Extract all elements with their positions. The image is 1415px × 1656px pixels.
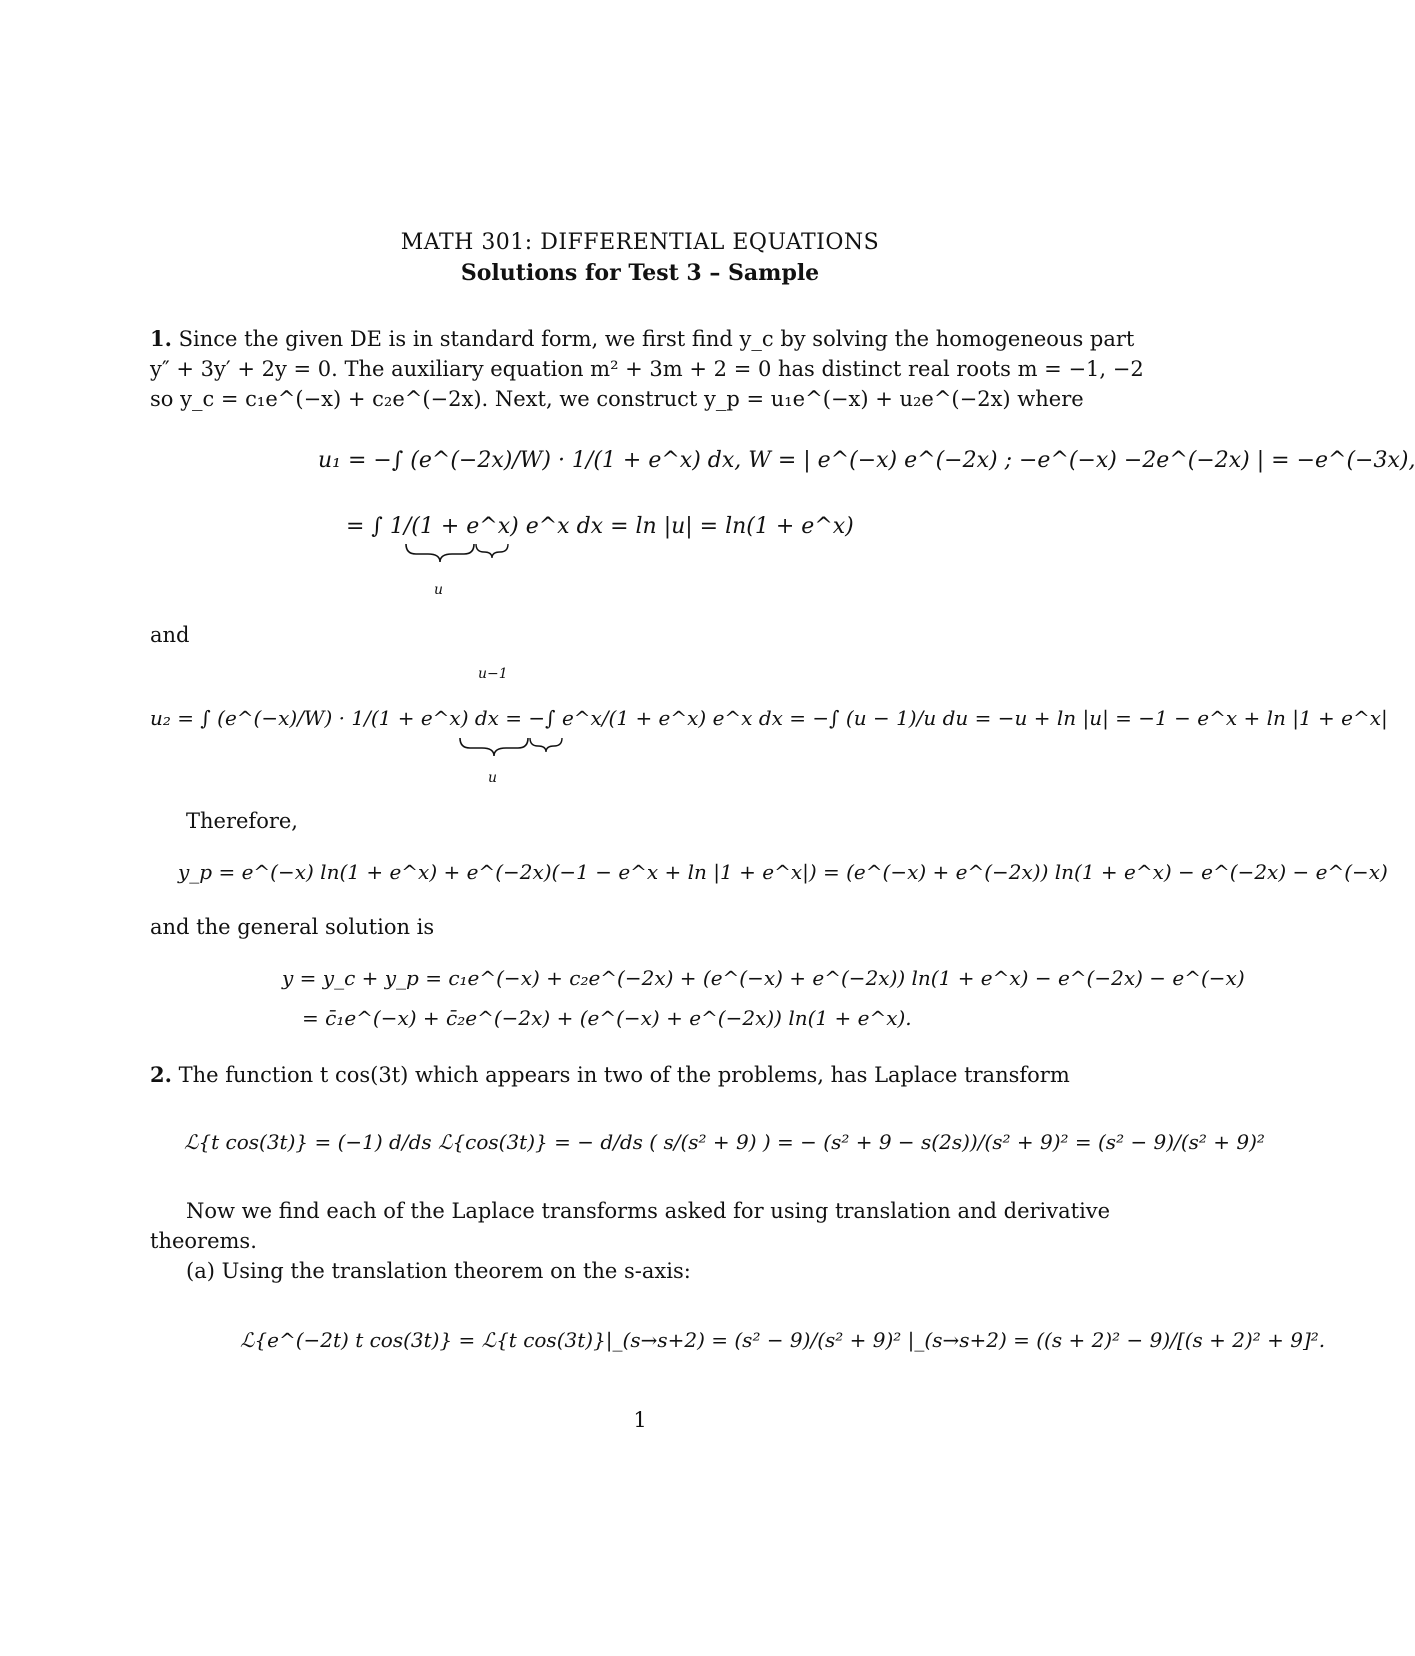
u1-underbrace (404, 540, 514, 590)
page-number: 1 (633, 1408, 647, 1432)
problem-2-now-line-1: Now we find each of the Laplace transforms asked for using translation and derivative (186, 1199, 1111, 1223)
problem-1-intro-line-3: so y_c = c₁e^(−x) + c₂e^(−2x). Next, we construct y_p = u₁e^(−x) + u₂e^(−2x) where (150, 387, 1084, 411)
u2-equation: u₂ = ∫ (e^(−x)/W) · 1/(1 + e^x) dx = −∫ e^x/(1 + e^x) e^x dx = −∫ (u − 1)/u du = −u + ln |u| = −1 − e^x + ln |1 + e^x| (150, 706, 1388, 730)
problem-2-intro (150, 1060, 1070, 1090)
u1-brace-label: u (434, 582, 444, 598)
general-solution-label: and the general solution is (150, 915, 435, 939)
yp-equation: y_p = e^(−x) ln(1 + e^x) + e^(−2x)(−1 − e^x + ln |1 + e^x|) = (e^(−x) + e^(−2x)) ln(1 + e^x) − e^(−2x) − e^(−x) (178, 860, 1388, 884)
problem-2-now-line-2: theorems. (150, 1229, 257, 1253)
problem-1-intro-line-1 (150, 324, 1134, 354)
translation-equation: ℒ{e^(−2t) t cos(3t)} = ℒ{t cos(3t)}|_(s→s+2) = (s² − 9)/(s² + 9)² |_(s→s+2) = ((s + 2)² − 9)/[(s + 2)² + 9]². (240, 1328, 1326, 1352)
general-solution-line-1: y = y_c + y_p = c₁e^(−x) + c₂e^(−2x) + (e^(−x) + e^(−2x)) ln(1 + e^x) − e^(−2x) − e^(−x) (282, 966, 1245, 990)
course-title: MATH 301: DIFFERENTIAL EQUATIONS (400, 230, 880, 255)
problem-2-number: 2. (150, 1062, 172, 1087)
u2-box-label: u−1 (478, 666, 508, 682)
problem-1-intro-line-2: y″ + 3y′ + 2y = 0. The auxiliary equation m² + 3m + 2 = 0 has distinct real roots m = −1, −2 (150, 357, 1144, 381)
u2-underbrace (458, 734, 568, 780)
problem-2-intro-text: The function t cos(3t) which appears in two of the problems, has Laplace transform (178, 1063, 1070, 1087)
u1-equation-line-2: = ∫ 1/(1 + e^x) e^x dx = ln |u| = ln(1 + e^x) (346, 514, 854, 539)
problem-2-part-a: (a) Using the translation theorem on the s-axis: (186, 1259, 691, 1283)
laplace-transform-equation: ℒ{t cos(3t)} = (−1) d/ds ℒ{cos(3t)} = − d/ds ( s/(s² + 9) ) = − (s² + 9 − s(2s))/(s² + 9)² = (s² − 9)/(s² + 9)² (184, 1130, 1265, 1154)
problem-1-intro-text: Since the given DE is in standard form, we first find y_c by solving the homogeneous part (178, 327, 1135, 351)
and-label: and (150, 623, 190, 647)
problem-1-number: 1. (150, 326, 172, 351)
general-solution-line-2: = c̄₁e^(−x) + c̄₂e^(−2x) + (e^(−x) + e^(−2x)) ln(1 + e^x). (302, 1006, 912, 1030)
u2-brace-label: u (488, 770, 498, 786)
u1-equation-line-1: u₁ = −∫ (e^(−2x)/W) · 1/(1 + e^x) dx, W = | e^(−x) e^(−2x) ; −e^(−x) −2e^(−2x) | = −e^(−3x), (318, 448, 1415, 473)
document-subtitle: Solutions for Test 3 – Sample (460, 260, 820, 286)
therefore-label: Therefore, (186, 809, 298, 833)
